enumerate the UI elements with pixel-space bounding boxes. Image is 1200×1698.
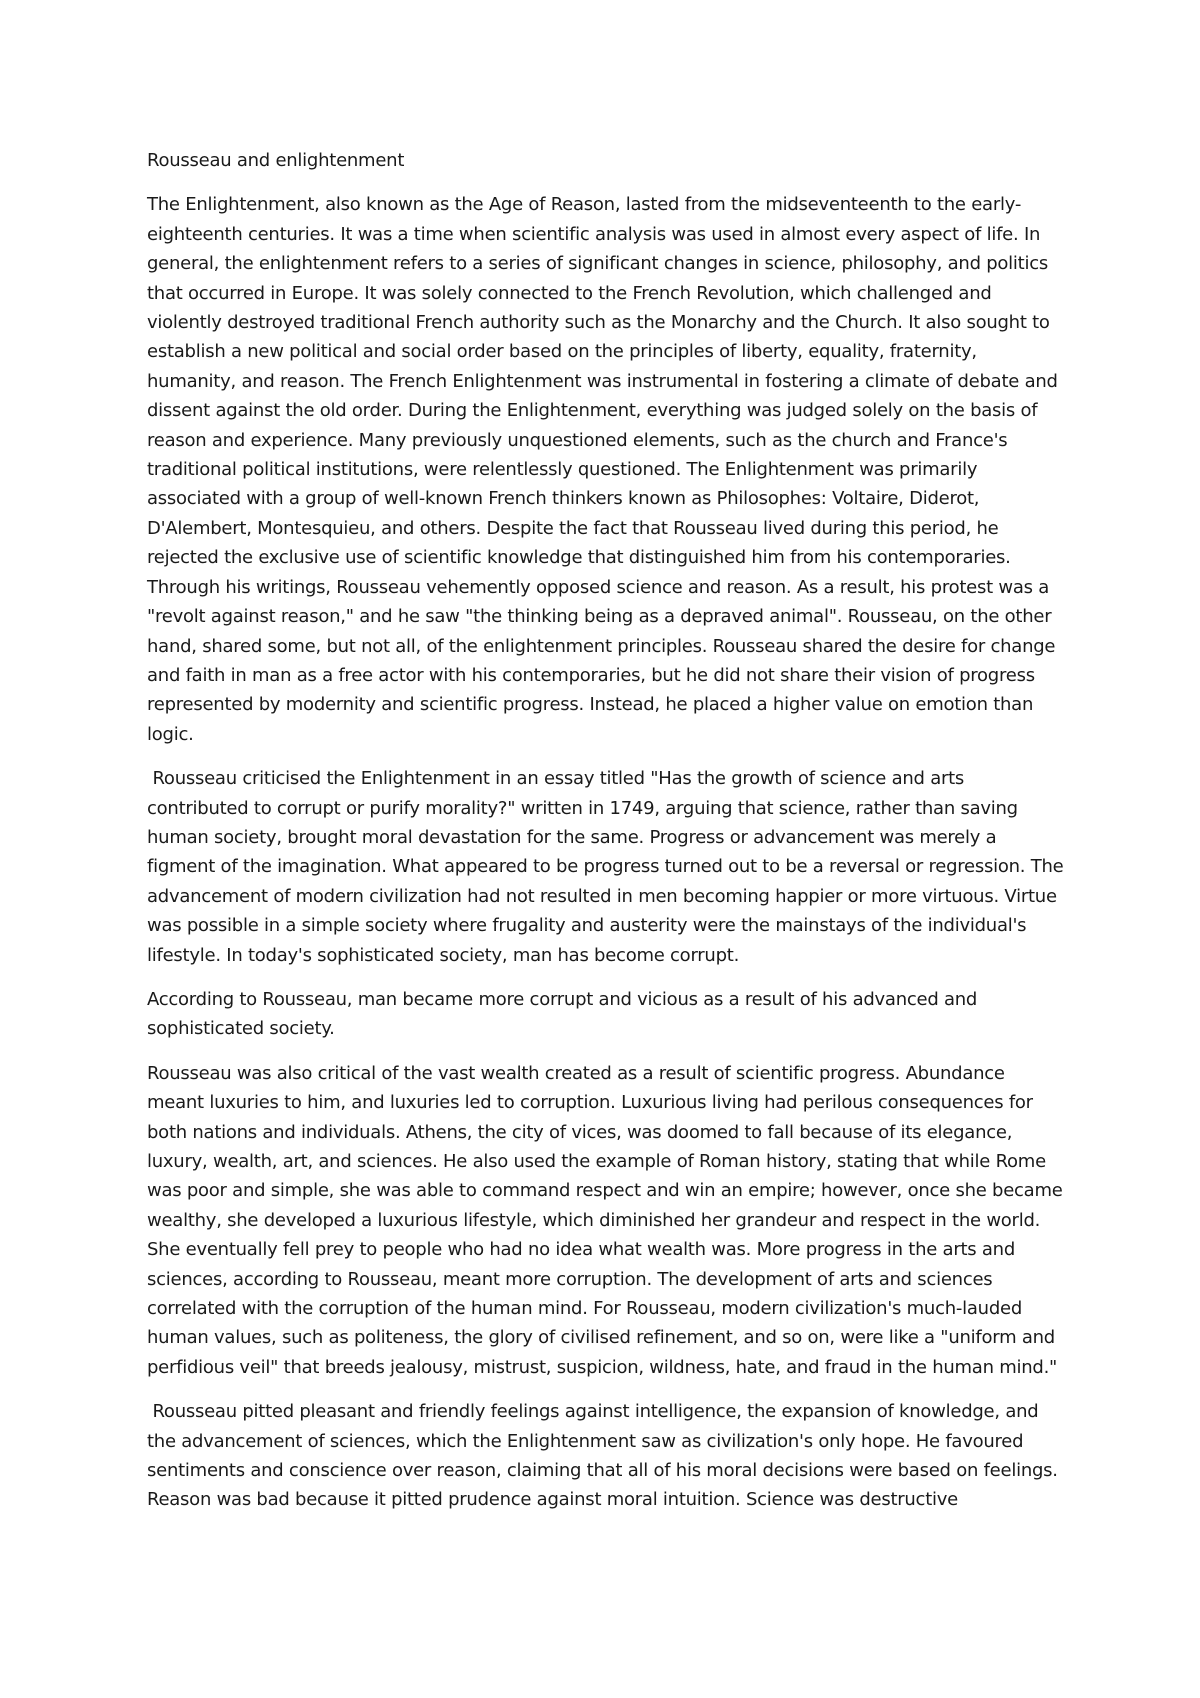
paragraph-4: Rousseau was also critical of the vast wealth created as a result of scientific progress. Abundance meant luxuries to him, and luxuries led to corruption. Luxurious living had perilous consequences for both nations and individuals. Athens, the city of vices, was doomed to fall because of its elegance, luxury, wealth, art, and sciences. He also used the example of Roman history, stating that while Rome was poor and simple, she was able to command respect and win an empire; however, once she became wealthy, she developed a luxurious lifestyle, which diminished her grandeur and respect in the world. She eventually fell prey to people who had no idea what wealth was. More progress in the arts and sciences, according to Rousseau, meant more corruption. The development of arts and sciences correlated with the corruption of the human mind. For Rousseau, modern civilization's much-lauded human values, such as politeness, the glory of civilised refinement, and so on, were like a "uniform and perfidious veil" that breeds jealousy, mistrust, suspicion, wildness, hate, and fraud in the human mind.": [147, 1062, 1069, 1378]
paragraph-1: The Enlightenment, also known as the Age of Reason, lasted from the midseventeenth to the early-eighteenth centuries. It was a time when scientific analysis was used in almost every aspect of life. In general, the enlightenment refers to a series of significant changes in science, philosophy, and politics that occurred in Europe. It was solely connected to the French Revolution, which challenged and violently destroyed traditional French authority such as the Monarchy and the Church. It also sought to establish a new political and social order based on the principles of liberty, equality, fraternity, humanity, and reason. The French Enlightenment was instrumental in fostering a climate of debate and dissent against the old order. During the Enlightenment, everything was judged solely on the basis of reason and experience. Many previously unquestioned elements, such as the church and France's traditional political institutions, were relentlessly questioned. The Enlightenment was primarily associated with a group of well-known French thinkers known as Philosophes: Voltaire, Diderot, D'Alembert, Montesquieu, and others. Despite the fact that Rousseau lived during this period, he rejected the exclusive use of scientific knowledge that distinguished him from his contemporaries. Through his writings, Rousseau vehemently opposed science and reason. As a result, his protest was a "revolt against reason," and he saw "the thinking being as a depraved animal". Rousseau, on the other hand, shared some, but not all, of the enlightenment principles. Rousseau shared the desire for change and faith in man as a free actor with his contemporaries, but he did not share their vision of progress represented by modernity and scientific progress. Instead, he placed a higher value on emotion than logic.: [147, 194, 1064, 745]
paragraph-2: Rousseau criticised the Enlightenment in an essay titled "Has the growth of science and arts contributed to corrupt or purify morality?" written in 1749, arguing that science, rather than saving human society, brought moral devastation for the same. Progress or advancement was merely a figment of the imagination. What appeared to be progress turned out to be a reversal or regression. The advancement of modern civilization had not resulted in men becoming happier or more virtuous. Virtue was possible in a simple society where frugality and austerity were the mainstays of the individual's lifestyle. In today's sophisticated society, man has become corrupt.: [147, 768, 1069, 966]
paragraph-5: Rousseau pitted pleasant and friendly feelings against intelligence, the expansion of knowledge, and the advancement of sciences, which the Enlightenment saw as civilization's only hope. He favoured sentiments and conscience over reason, claiming that all of his moral decisions were based on feelings. Reason was bad because it pitted prudence against moral intuition. Science was destructive: [147, 1401, 1064, 1511]
document-body: [147, 146, 1069, 1530]
document-title: Rousseau and enlightenment: [147, 150, 405, 171]
paragraph-3: According to Rousseau, man became more corrupt and vicious as a result of his advanced and sophisticated society.: [147, 988, 983, 1040]
